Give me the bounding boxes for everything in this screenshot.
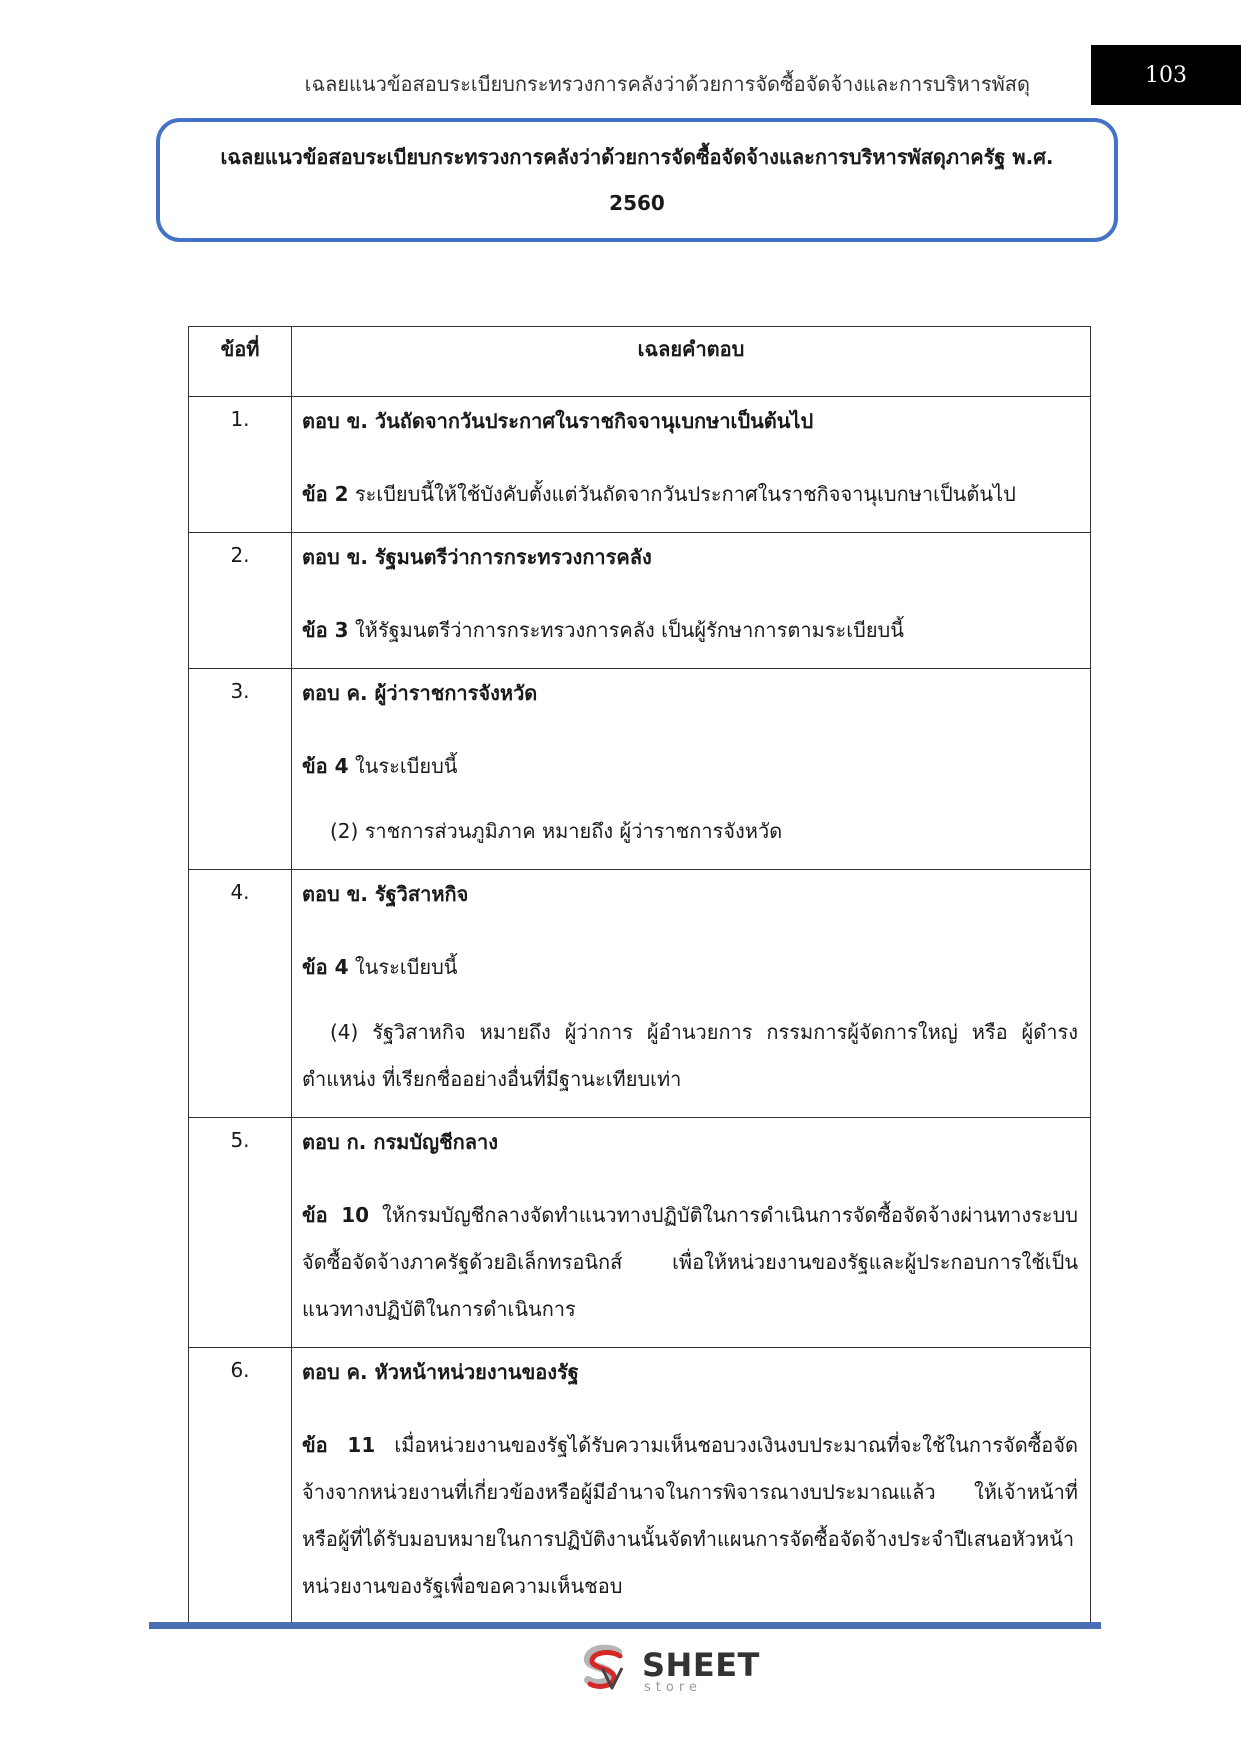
- clause-text: ระเบียบนี้ให้ใช้บังคับตั้งแต่วันถัดจากวันประกาศในราชกิจจานุเบกษาเป็นต้นไป: [348, 482, 1016, 506]
- row-number: 2.: [189, 533, 292, 669]
- clause-text: ให้กรมบัญชีกลางจัดทำแนวทางปฏิบัติในการดำเนินการจัดซื้อจัดจ้างผ่านทางระบบจัดซื้อจัดจ้างภาครัฐด้วยอิเล็กทรอนิกส์ เพื่อให้หน่วยงานของรัฐและผู้ประกอบการใช้เป็นแนวทางปฏิบัติในการดำเนินการ: [302, 1203, 1078, 1321]
- title-box: [156, 118, 1118, 242]
- clause-label: ข้อ 10: [302, 1203, 370, 1227]
- clause-paragraph: [302, 607, 1078, 654]
- page-number: 103: [1091, 45, 1241, 105]
- running-header: เฉลยแนวข้อสอบระเบียบกระทรวงการคลังว่าด้วยการจัดซื้อจัดจ้างและการบริหารพัสดุ: [304, 72, 1030, 96]
- footer-logo: [578, 1646, 758, 1696]
- clause-label: ข้อ 4: [302, 754, 349, 778]
- answer-cell: [292, 870, 1091, 1118]
- clause-paragraph: [302, 743, 1078, 790]
- table-header-row: [189, 327, 1091, 397]
- answer-line: ตอบ ข. รัฐวิสาหกิจ: [302, 882, 469, 906]
- clause-label: ข้อ 3: [302, 618, 349, 642]
- clause-paragraph: [302, 471, 1078, 518]
- row-number: 6.: [189, 1348, 292, 1625]
- clause-paragraph: [302, 1192, 1078, 1333]
- column-header-answer: เฉลยคำตอบ: [292, 327, 1091, 397]
- answer-cell: [292, 1348, 1091, 1625]
- footer-rule: [149, 1622, 1101, 1629]
- row-number: 5.: [189, 1118, 292, 1348]
- clause-text: ให้รัฐมนตรีว่าการกระทรวงการคลัง เป็นผู้รักษาการตามระเบียบนี้: [348, 618, 904, 642]
- answer-cell: [292, 397, 1091, 533]
- answer-line: ตอบ ก. กรมบัญชีกลาง: [302, 1130, 499, 1154]
- table-row: [189, 870, 1091, 1118]
- table-row: [189, 1118, 1091, 1348]
- table-row: [189, 669, 1091, 870]
- clause-text: ในระเบียบนี้: [348, 955, 458, 979]
- answer-line: ตอบ ข. รัฐมนตรีว่าการกระทรวงการคลัง: [302, 545, 652, 569]
- clause-text: เมื่อหน่วยงานของรัฐได้รับความเห็นชอบวงเงินงบประมาณที่จะใช้ในการจัดซื้อจัดจ้างจากหน่วยงานที่เกี่ยวข้องหรือผู้มีอำนาจในการพิจารณางบประมาณแล้ว ให้เจ้าหน้าที่หรือผู้ที่ได้รับมอบหมายในการปฏิบัติงานนั้นจัดทำแผนการจัดซื้อจัดจ้างประจำปีเสนอหัวหน้าหน่วยงานของรัฐเพื่อขอความเห็นชอบ: [302, 1433, 1078, 1598]
- clause-text: ในระเบียบนี้: [348, 754, 458, 778]
- page-title: เฉลยแนวข้อสอบระเบียบกระทรวงการคลังว่าด้วยการจัดซื้อจัดจ้างและการบริหารพัสดุภาครัฐ พ.ศ. 2560: [220, 145, 1054, 215]
- row-number: 1.: [189, 397, 292, 533]
- answer-line: ตอบ ข. วันถัดจากวันประกาศในราชกิจจานุเบกษาเป็นต้นไป: [302, 409, 814, 433]
- clause-label: ข้อ 11: [302, 1433, 376, 1457]
- clause-label: ข้อ 2: [302, 482, 349, 506]
- clause-paragraph: [302, 1422, 1078, 1610]
- sub-clause: (4) รัฐวิสาหกิจ หมายถึง ผู้ว่าการ ผู้อำนวยการ กรรมการผู้จัดการใหญ่ หรือ ผู้ดำรงตำแหน่ง ที่เรียกชื่ออย่างอื่นที่มีฐานะเทียบเท่า: [302, 1020, 1078, 1091]
- sub-clause: (2) ราชการส่วนภูมิภาค หมายถึง ผู้ว่าราชการจังหวัด: [330, 819, 783, 843]
- answer-cell: [292, 533, 1091, 669]
- logo-sub-text: store: [644, 1679, 702, 1695]
- clause-label: ข้อ 4: [302, 955, 349, 979]
- answer-cell: [292, 669, 1091, 870]
- answer-cell: [292, 1118, 1091, 1348]
- row-number: 4.: [189, 870, 292, 1118]
- answer-table: [188, 326, 1091, 1625]
- table-row: [189, 1348, 1091, 1625]
- clause-paragraph: [302, 944, 1078, 991]
- logo-main-text: SHEET: [642, 1645, 760, 1684]
- table-row: [189, 397, 1091, 533]
- answer-line: ตอบ ค. ผู้ว่าราชการจังหวัด: [302, 681, 538, 705]
- row-number: 3.: [189, 669, 292, 870]
- table-row: [189, 533, 1091, 669]
- sheet-store-s-icon: [578, 1644, 630, 1698]
- logo-wordmark: [642, 1645, 760, 1695]
- answer-line: ตอบ ค. หัวหน้าหน่วยงานของรัฐ: [302, 1360, 579, 1384]
- column-header-number: ข้อที่: [189, 327, 292, 397]
